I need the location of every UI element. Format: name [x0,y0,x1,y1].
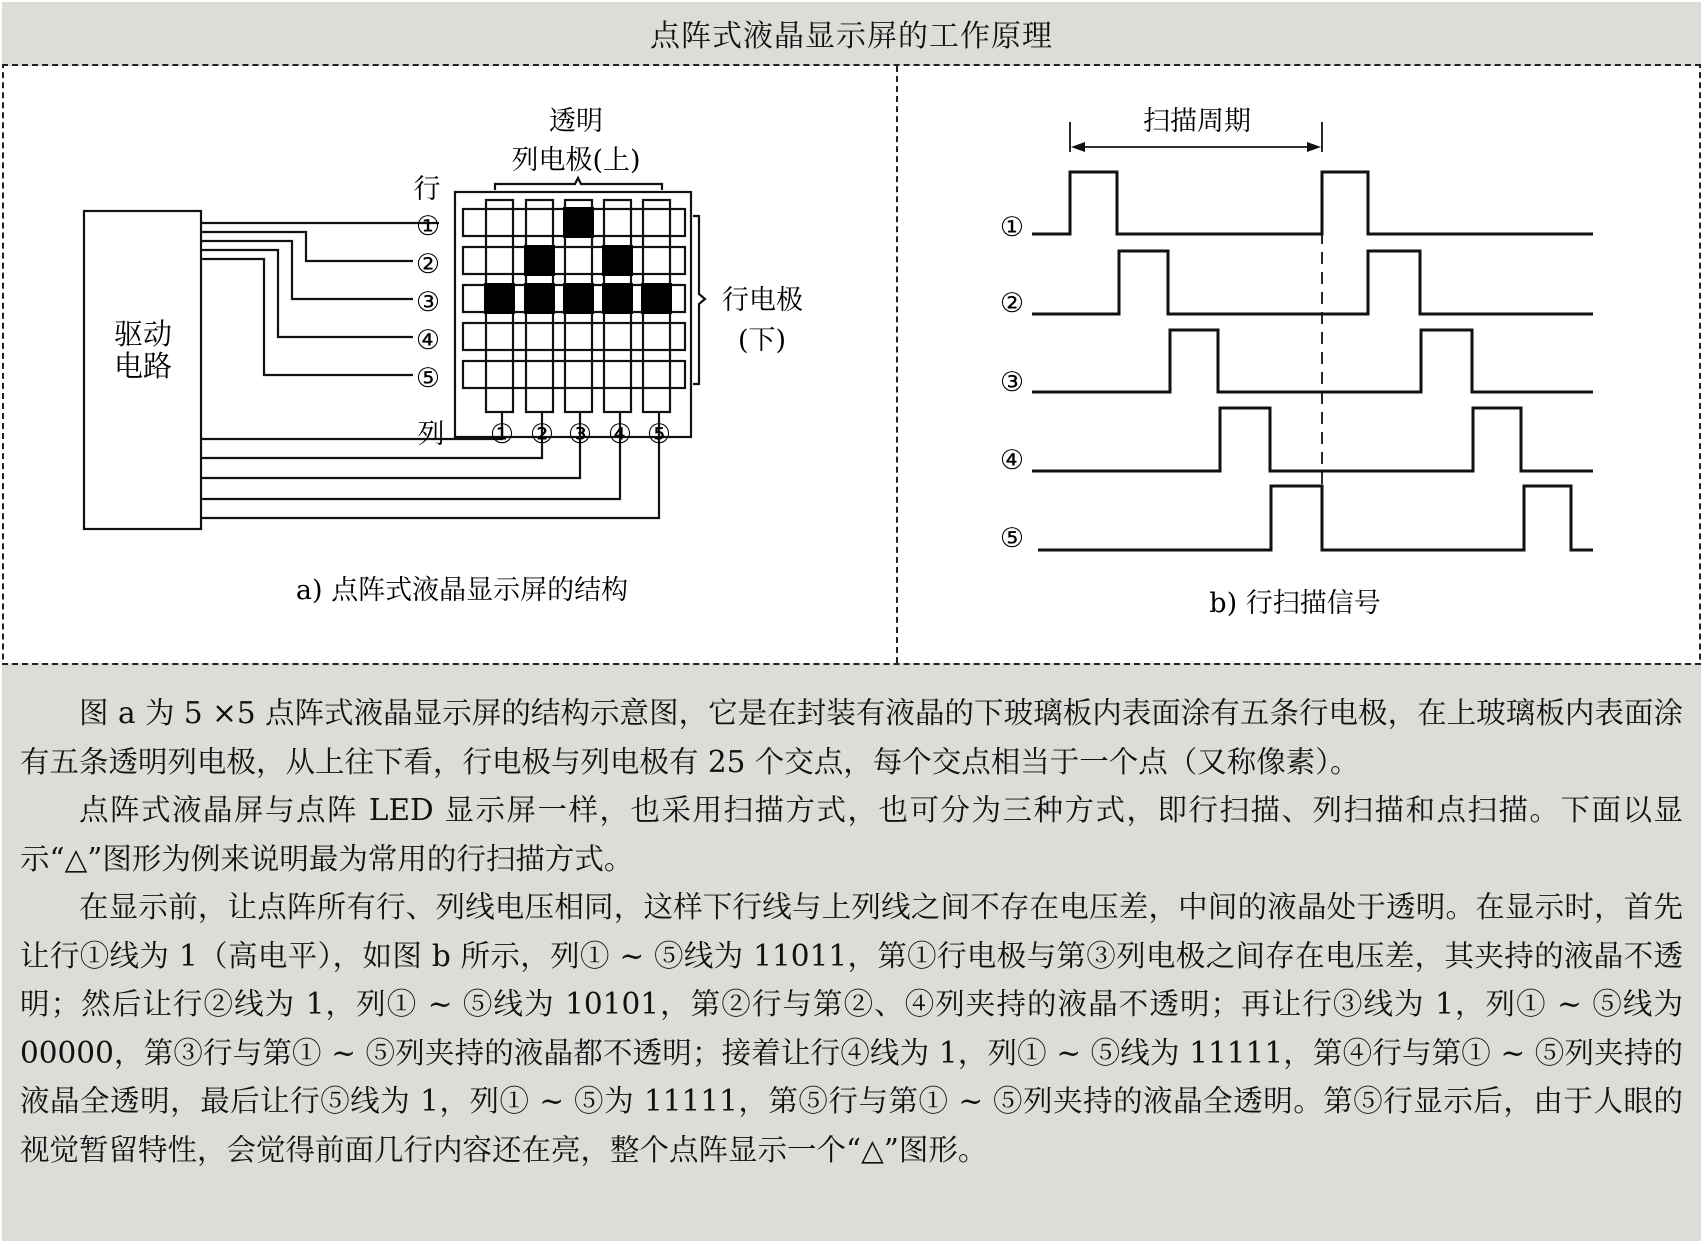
col-number-4: ④ [607,419,633,450]
pixel-dark-r2-c2 [524,245,555,276]
period-arrow-right-head [1307,142,1321,152]
signal-2 [1032,251,1593,314]
period-label: 扫描周期 [1143,106,1251,137]
signal-4 [1032,408,1593,471]
pixel-dark-r1-c3 [563,207,594,238]
signal-label-3: ③ [999,367,1025,398]
paragraph-1: 图 a 为 5 ×5 点阵式液晶显示屏的结构示意图，它是在封装有液晶的下玻璃板内表面涂有五条行电极，在上玻璃板内表面涂有五条透明列电极，从上往下看，行电极与列电极有 25 个交点，每个交点相当于一个点（又称像素）。 [20,696,1683,779]
signal-label-2: ② [999,288,1025,319]
row-electrode-5 [463,361,685,388]
row-number-2: ② [415,249,441,280]
pixel-dark-r3-c5 [641,283,672,314]
paragraph-3: 在显示前，让点阵所有行、列线电压相同，这样下行线与上列线之间不存在电压差，中间的液晶处于透明。在显示时，首先让行①线为 1（高电平），如图 b 所示，列① ~ ⑤线为 11011，第①行电极与第③列电极之间存在电压差，其夹持的液晶不透明；然后让行②线为 1，列① ~ ⑤线为 10101，第②行与第②、④列夹持的液晶不透明；再让行③线为 1，列① ~ ⑤线为 00000，第③行与第① ~ ⑤列夹持的液晶都不透明；接着让行④线为 1，列① ~ ⑤线为 11111，第④行与第① ~ ⑤列夹持的液晶全透明，最后让行⑤线为 1，列① ~ ⑤为 11111，第⑤行与第① ~ ⑤列夹持的液晶全透明。第⑤行显示后，由于人眼的视觉暂留特性，会觉得前面几行内容还在亮，整个点阵显示一个“△”图形。 [20,890,1683,1167]
row-electrode-4 [463,323,685,350]
signal-label-4: ④ [999,445,1025,476]
page-title-text: 点阵式液晶显示屏的工作原理 [650,19,1053,54]
pixel-dark-r3-c4 [602,283,633,314]
description-area [2,663,1701,1241]
figure-a-panel [2,66,898,663]
row-number-3: ③ [415,287,441,318]
pixel-dark-r3-c2 [524,283,555,314]
driver-label-1: 驱动 [113,317,173,351]
col-number-3: ③ [567,419,593,450]
row-number-5: ⑤ [415,363,441,394]
row-header-label: 行 [413,174,441,205]
col-number-5: ⑤ [646,419,672,450]
col-electrode-label-1: 透明 [549,106,603,137]
signal-5 [1038,486,1593,550]
signal-1 [1032,172,1593,234]
col-header-label: 列 [417,419,445,450]
page-title [2,2,1701,66]
pixel-dark-r3-c3 [563,283,594,314]
pixel-dark-r3-c1 [484,283,515,314]
row-electrode-label-1: 行电极 [722,285,803,316]
pixel-dark-r2-c4 [602,245,633,276]
period-arrow-left-head [1071,142,1085,152]
signal-label-5: ⑤ [999,523,1025,554]
driver-label-2: 电路 [113,349,173,383]
row-electrode-label-2: (下) [738,325,787,356]
figure-b-svg [898,66,1701,663]
figure-a-svg [2,66,898,663]
col-number-1: ① [489,419,515,450]
figure-a-caption: a) 点阵式液晶显示屏的结构 [295,575,629,606]
signal-3 [1032,330,1593,392]
row-electrode-2 [463,247,685,274]
row-number-1: ① [415,211,441,242]
figure-b-caption: b) 行扫描信号 [1209,588,1381,619]
figure-b-panel [898,66,1701,663]
col-number-2: ② [529,419,555,450]
signal-label-1: ① [999,212,1025,243]
row-number-4: ④ [415,325,441,356]
paragraph-2: 点阵式液晶屏与点阵 LED 显示屏一样，也采用扫描方式，也可分为三种方式，即行扫描、列扫描和点扫描。下面以显示“△”图形为例来说明最为常用的行扫描方式。 [20,793,1683,876]
col-electrode-label-2: 列电极(上) [511,145,641,176]
